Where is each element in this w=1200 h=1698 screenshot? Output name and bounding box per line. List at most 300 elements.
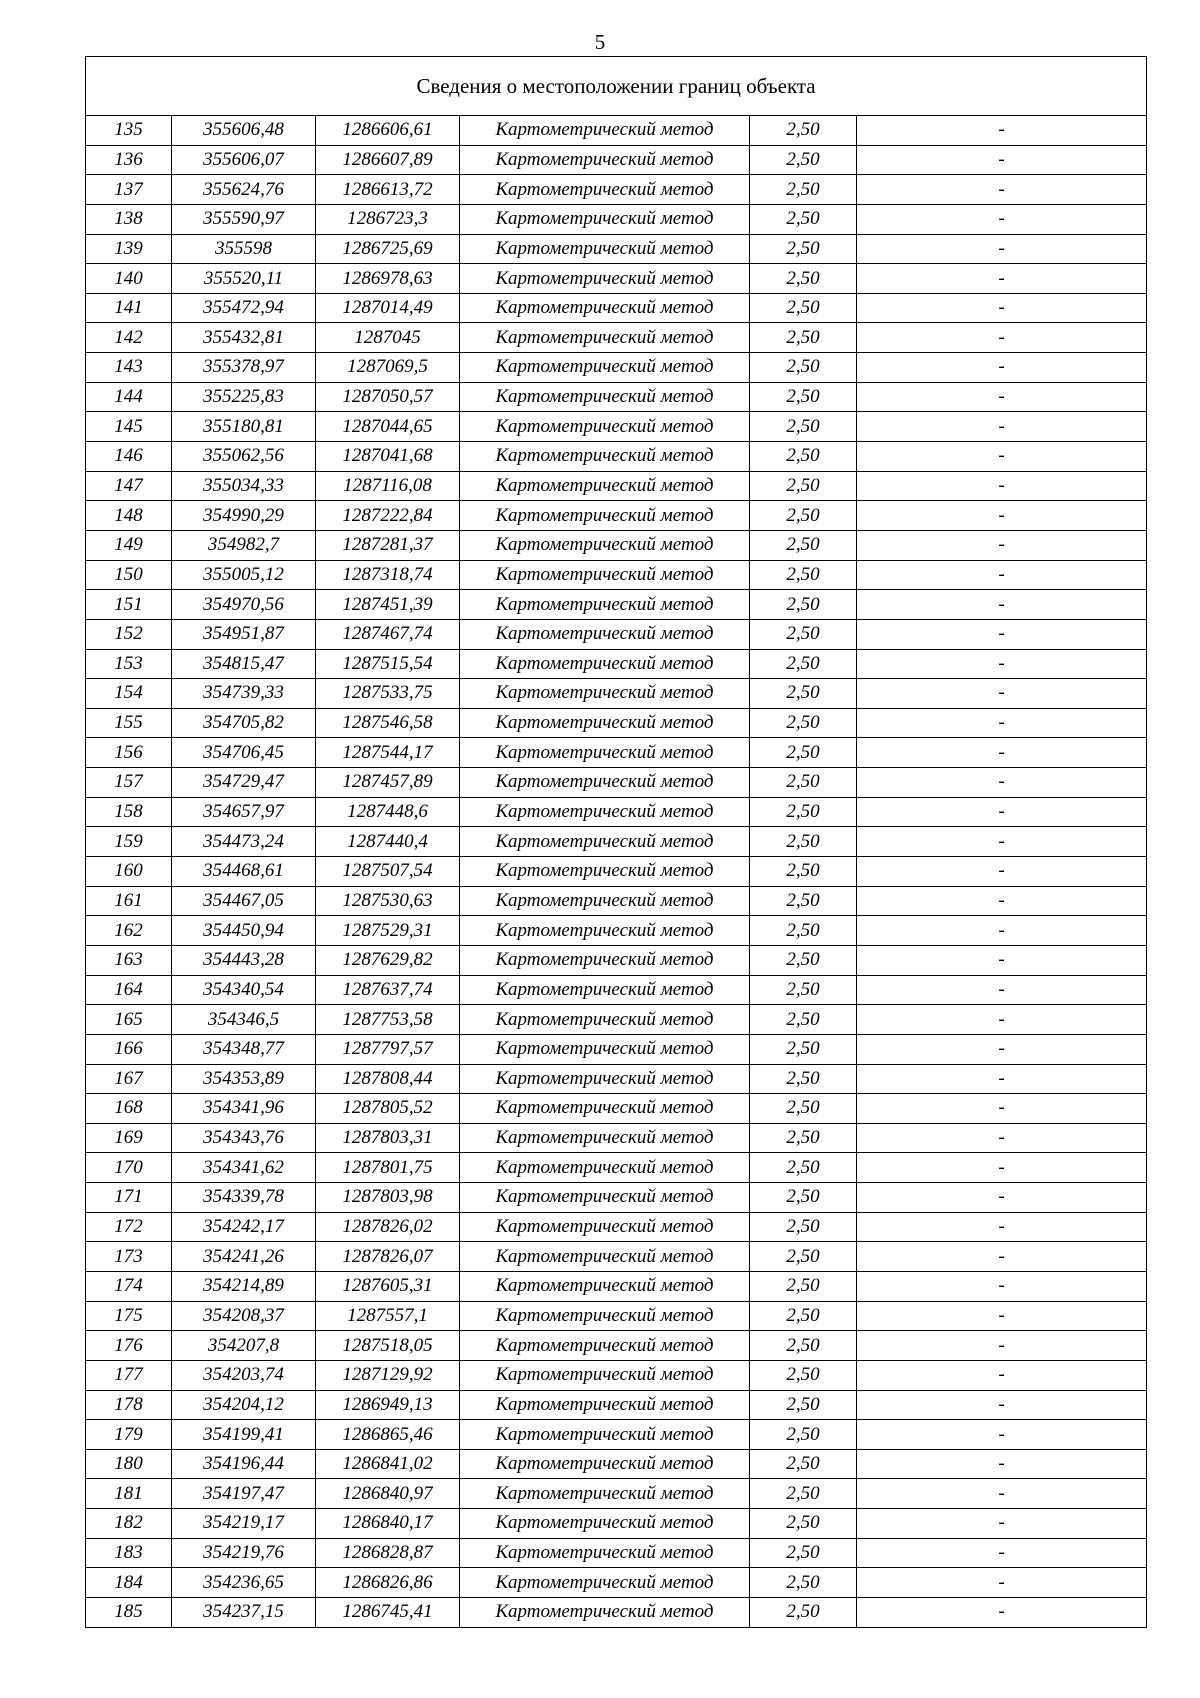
x-coordinate-cell: 354242,17 bbox=[172, 1212, 316, 1242]
y-coordinate-cell: 1287448,6 bbox=[316, 797, 460, 827]
table-row bbox=[86, 708, 1147, 738]
note-cell: - bbox=[857, 590, 1147, 620]
point-number-cell: 168 bbox=[86, 1094, 172, 1124]
accuracy-cell: 2,50 bbox=[750, 1005, 857, 1035]
point-number-cell: 142 bbox=[86, 323, 172, 353]
note-cell: - bbox=[857, 886, 1147, 916]
point-number-cell: 164 bbox=[86, 975, 172, 1005]
x-coordinate-cell: 354729,47 bbox=[172, 768, 316, 798]
table-row bbox=[86, 649, 1147, 679]
method-cell: Картометрический метод bbox=[460, 471, 750, 501]
y-coordinate-cell: 1286840,97 bbox=[316, 1479, 460, 1509]
y-coordinate-cell: 1287069,5 bbox=[316, 353, 460, 383]
y-coordinate-cell: 1287544,17 bbox=[316, 738, 460, 768]
accuracy-cell: 2,50 bbox=[750, 916, 857, 946]
accuracy-cell: 2,50 bbox=[750, 293, 857, 323]
x-coordinate-cell: 355606,07 bbox=[172, 145, 316, 175]
note-cell: - bbox=[857, 1153, 1147, 1183]
table-row bbox=[86, 1153, 1147, 1183]
x-coordinate-cell: 355005,12 bbox=[172, 560, 316, 590]
x-coordinate-cell: 354815,47 bbox=[172, 649, 316, 679]
method-cell: Картометрический метод bbox=[460, 768, 750, 798]
y-coordinate-cell: 1286828,87 bbox=[316, 1538, 460, 1568]
table-row bbox=[86, 1360, 1147, 1390]
table-row bbox=[86, 1568, 1147, 1598]
y-coordinate-cell: 1286606,61 bbox=[316, 116, 460, 146]
table-row bbox=[86, 1271, 1147, 1301]
table-row bbox=[86, 501, 1147, 531]
accuracy-cell: 2,50 bbox=[750, 738, 857, 768]
x-coordinate-cell: 355180,81 bbox=[172, 412, 316, 442]
x-coordinate-cell: 354353,89 bbox=[172, 1064, 316, 1094]
point-number-cell: 139 bbox=[86, 234, 172, 264]
x-coordinate-cell: 355624,76 bbox=[172, 175, 316, 205]
table-row bbox=[86, 204, 1147, 234]
y-coordinate-cell: 1287451,39 bbox=[316, 590, 460, 620]
note-cell: - bbox=[857, 679, 1147, 709]
accuracy-cell: 2,50 bbox=[750, 1153, 857, 1183]
x-coordinate-cell: 354340,54 bbox=[172, 975, 316, 1005]
y-coordinate-cell: 1286725,69 bbox=[316, 234, 460, 264]
x-coordinate-cell: 355606,48 bbox=[172, 116, 316, 146]
accuracy-cell: 2,50 bbox=[750, 204, 857, 234]
x-coordinate-cell: 354739,33 bbox=[172, 679, 316, 709]
accuracy-cell: 2,50 bbox=[750, 797, 857, 827]
point-number-cell: 140 bbox=[86, 264, 172, 294]
table-row bbox=[86, 975, 1147, 1005]
accuracy-cell: 2,50 bbox=[750, 1568, 857, 1598]
y-coordinate-cell: 1287041,68 bbox=[316, 442, 460, 472]
point-number-cell: 145 bbox=[86, 412, 172, 442]
point-number-cell: 135 bbox=[86, 116, 172, 146]
accuracy-cell: 2,50 bbox=[750, 708, 857, 738]
table-row bbox=[86, 293, 1147, 323]
x-coordinate-cell: 354341,62 bbox=[172, 1153, 316, 1183]
note-cell: - bbox=[857, 1005, 1147, 1035]
y-coordinate-cell: 1286607,89 bbox=[316, 145, 460, 175]
x-coordinate-cell: 354706,45 bbox=[172, 738, 316, 768]
note-cell: - bbox=[857, 1449, 1147, 1479]
method-cell: Картометрический метод bbox=[460, 382, 750, 412]
table-row bbox=[86, 857, 1147, 887]
x-coordinate-cell: 354951,87 bbox=[172, 619, 316, 649]
note-cell: - bbox=[857, 1212, 1147, 1242]
note-cell: - bbox=[857, 708, 1147, 738]
y-coordinate-cell: 1286949,13 bbox=[316, 1390, 460, 1420]
y-coordinate-cell: 1287318,74 bbox=[316, 560, 460, 590]
table-row bbox=[86, 234, 1147, 264]
method-cell: Картометрический метод bbox=[460, 175, 750, 205]
method-cell: Картометрический метод bbox=[460, 145, 750, 175]
method-cell: Картометрический метод bbox=[460, 1390, 750, 1420]
table-row bbox=[86, 679, 1147, 709]
method-cell: Картометрический метод bbox=[460, 1034, 750, 1064]
y-coordinate-cell: 1287805,52 bbox=[316, 1094, 460, 1124]
accuracy-cell: 2,50 bbox=[750, 1449, 857, 1479]
point-number-cell: 184 bbox=[86, 1568, 172, 1598]
note-cell: - bbox=[857, 1064, 1147, 1094]
method-cell: Картометрический метод bbox=[460, 264, 750, 294]
point-number-cell: 147 bbox=[86, 471, 172, 501]
note-cell: - bbox=[857, 145, 1147, 175]
point-number-cell: 167 bbox=[86, 1064, 172, 1094]
note-cell: - bbox=[857, 442, 1147, 472]
y-coordinate-cell: 1287637,74 bbox=[316, 975, 460, 1005]
y-coordinate-cell: 1286723,3 bbox=[316, 204, 460, 234]
accuracy-cell: 2,50 bbox=[750, 323, 857, 353]
accuracy-cell: 2,50 bbox=[750, 353, 857, 383]
accuracy-cell: 2,50 bbox=[750, 857, 857, 887]
method-cell: Картометрический метод bbox=[460, 1212, 750, 1242]
point-number-cell: 181 bbox=[86, 1479, 172, 1509]
table-row bbox=[86, 412, 1147, 442]
note-cell: - bbox=[857, 945, 1147, 975]
x-coordinate-cell: 354197,47 bbox=[172, 1479, 316, 1509]
point-number-cell: 153 bbox=[86, 649, 172, 679]
x-coordinate-cell: 355062,56 bbox=[172, 442, 316, 472]
point-number-cell: 169 bbox=[86, 1123, 172, 1153]
x-coordinate-cell: 354970,56 bbox=[172, 590, 316, 620]
table-row bbox=[86, 1123, 1147, 1153]
table-row bbox=[86, 1420, 1147, 1450]
x-coordinate-cell: 354241,26 bbox=[172, 1242, 316, 1272]
note-cell: - bbox=[857, 353, 1147, 383]
accuracy-cell: 2,50 bbox=[750, 442, 857, 472]
accuracy-cell: 2,50 bbox=[750, 1301, 857, 1331]
table-row bbox=[86, 886, 1147, 916]
table-row bbox=[86, 945, 1147, 975]
point-number-cell: 172 bbox=[86, 1212, 172, 1242]
point-number-cell: 179 bbox=[86, 1420, 172, 1450]
table-row bbox=[86, 1509, 1147, 1539]
point-number-cell: 159 bbox=[86, 827, 172, 857]
method-cell: Картометрический метод bbox=[460, 797, 750, 827]
table-row bbox=[86, 175, 1147, 205]
accuracy-cell: 2,50 bbox=[750, 679, 857, 709]
accuracy-cell: 2,50 bbox=[750, 1538, 857, 1568]
note-cell: - bbox=[857, 1479, 1147, 1509]
table-row bbox=[86, 1301, 1147, 1331]
accuracy-cell: 2,50 bbox=[750, 1123, 857, 1153]
x-coordinate-cell: 354219,76 bbox=[172, 1538, 316, 1568]
point-number-cell: 156 bbox=[86, 738, 172, 768]
x-coordinate-cell: 355590,97 bbox=[172, 204, 316, 234]
x-coordinate-cell: 355378,97 bbox=[172, 353, 316, 383]
accuracy-cell: 2,50 bbox=[750, 590, 857, 620]
table-row bbox=[86, 382, 1147, 412]
accuracy-cell: 2,50 bbox=[750, 619, 857, 649]
x-coordinate-cell: 354219,17 bbox=[172, 1509, 316, 1539]
table-row bbox=[86, 1005, 1147, 1035]
table-row bbox=[86, 768, 1147, 798]
x-coordinate-cell: 354204,12 bbox=[172, 1390, 316, 1420]
method-cell: Картометрический метод bbox=[460, 975, 750, 1005]
point-number-cell: 155 bbox=[86, 708, 172, 738]
note-cell: - bbox=[857, 1538, 1147, 1568]
table-row bbox=[86, 264, 1147, 294]
note-cell: - bbox=[857, 797, 1147, 827]
method-cell: Картометрический метод bbox=[460, 204, 750, 234]
table-row bbox=[86, 1331, 1147, 1361]
accuracy-cell: 2,50 bbox=[750, 1331, 857, 1361]
point-number-cell: 151 bbox=[86, 590, 172, 620]
point-number-cell: 138 bbox=[86, 204, 172, 234]
note-cell: - bbox=[857, 264, 1147, 294]
accuracy-cell: 2,50 bbox=[750, 560, 857, 590]
y-coordinate-cell: 1287629,82 bbox=[316, 945, 460, 975]
y-coordinate-cell: 1287045 bbox=[316, 323, 460, 353]
method-cell: Картометрический метод bbox=[460, 619, 750, 649]
table-row bbox=[86, 1390, 1147, 1420]
accuracy-cell: 2,50 bbox=[750, 175, 857, 205]
method-cell: Картометрический метод bbox=[460, 945, 750, 975]
point-number-cell: 160 bbox=[86, 857, 172, 887]
y-coordinate-cell: 1287803,31 bbox=[316, 1123, 460, 1153]
point-number-cell: 182 bbox=[86, 1509, 172, 1539]
note-cell: - bbox=[857, 116, 1147, 146]
y-coordinate-cell: 1286978,63 bbox=[316, 264, 460, 294]
point-number-cell: 136 bbox=[86, 145, 172, 175]
x-coordinate-cell: 354196,44 bbox=[172, 1449, 316, 1479]
accuracy-cell: 2,50 bbox=[750, 1479, 857, 1509]
note-cell: - bbox=[857, 1034, 1147, 1064]
y-coordinate-cell: 1287457,89 bbox=[316, 768, 460, 798]
accuracy-cell: 2,50 bbox=[750, 530, 857, 560]
x-coordinate-cell: 354443,28 bbox=[172, 945, 316, 975]
note-cell: - bbox=[857, 204, 1147, 234]
table-title-row bbox=[86, 57, 1147, 116]
accuracy-cell: 2,50 bbox=[750, 1390, 857, 1420]
x-coordinate-cell: 354346,5 bbox=[172, 1005, 316, 1035]
y-coordinate-cell: 1287530,63 bbox=[316, 886, 460, 916]
point-number-cell: 163 bbox=[86, 945, 172, 975]
method-cell: Картометрический метод bbox=[460, 1360, 750, 1390]
table-row bbox=[86, 560, 1147, 590]
table-row bbox=[86, 797, 1147, 827]
point-number-cell: 178 bbox=[86, 1390, 172, 1420]
point-number-cell: 152 bbox=[86, 619, 172, 649]
point-number-cell: 165 bbox=[86, 1005, 172, 1035]
point-number-cell: 166 bbox=[86, 1034, 172, 1064]
x-coordinate-cell: 354450,94 bbox=[172, 916, 316, 946]
x-coordinate-cell: 355225,83 bbox=[172, 382, 316, 412]
point-number-cell: 141 bbox=[86, 293, 172, 323]
point-number-cell: 137 bbox=[86, 175, 172, 205]
accuracy-cell: 2,50 bbox=[750, 649, 857, 679]
method-cell: Картометрический метод bbox=[460, 590, 750, 620]
method-cell: Картометрический метод bbox=[460, 1271, 750, 1301]
method-cell: Картометрический метод bbox=[460, 1064, 750, 1094]
method-cell: Картометрический метод bbox=[460, 708, 750, 738]
method-cell: Картометрический метод bbox=[460, 1598, 750, 1628]
accuracy-cell: 2,50 bbox=[750, 382, 857, 412]
x-coordinate-cell: 354214,89 bbox=[172, 1271, 316, 1301]
note-cell: - bbox=[857, 293, 1147, 323]
point-number-cell: 180 bbox=[86, 1449, 172, 1479]
method-cell: Картометрический метод bbox=[460, 1538, 750, 1568]
accuracy-cell: 2,50 bbox=[750, 1360, 857, 1390]
accuracy-cell: 2,50 bbox=[750, 827, 857, 857]
accuracy-cell: 2,50 bbox=[750, 116, 857, 146]
note-cell: - bbox=[857, 412, 1147, 442]
x-coordinate-cell: 354473,24 bbox=[172, 827, 316, 857]
point-number-cell: 146 bbox=[86, 442, 172, 472]
table-title: Сведения о местоположении границ объекта bbox=[86, 57, 1147, 116]
y-coordinate-cell: 1287753,58 bbox=[316, 1005, 460, 1035]
y-coordinate-cell: 1287533,75 bbox=[316, 679, 460, 709]
point-number-cell: 143 bbox=[86, 353, 172, 383]
x-coordinate-cell: 354341,96 bbox=[172, 1094, 316, 1124]
note-cell: - bbox=[857, 1242, 1147, 1272]
accuracy-cell: 2,50 bbox=[750, 1183, 857, 1213]
method-cell: Картометрический метод bbox=[460, 1094, 750, 1124]
note-cell: - bbox=[857, 471, 1147, 501]
y-coordinate-cell: 1287116,08 bbox=[316, 471, 460, 501]
x-coordinate-cell: 355598 bbox=[172, 234, 316, 264]
y-coordinate-cell: 1286826,86 bbox=[316, 1568, 460, 1598]
method-cell: Картометрический метод bbox=[460, 738, 750, 768]
table-row bbox=[86, 442, 1147, 472]
accuracy-cell: 2,50 bbox=[750, 1509, 857, 1539]
x-coordinate-cell: 355520,11 bbox=[172, 264, 316, 294]
accuracy-cell: 2,50 bbox=[750, 975, 857, 1005]
method-cell: Картометрический метод bbox=[460, 886, 750, 916]
accuracy-cell: 2,50 bbox=[750, 1598, 857, 1628]
point-number-cell: 175 bbox=[86, 1301, 172, 1331]
y-coordinate-cell: 1286745,41 bbox=[316, 1598, 460, 1628]
note-cell: - bbox=[857, 1123, 1147, 1153]
table-row bbox=[86, 738, 1147, 768]
note-cell: - bbox=[857, 1598, 1147, 1628]
table-body bbox=[86, 116, 1147, 1628]
y-coordinate-cell: 1287515,54 bbox=[316, 649, 460, 679]
accuracy-cell: 2,50 bbox=[750, 145, 857, 175]
point-number-cell: 174 bbox=[86, 1271, 172, 1301]
method-cell: Картометрический метод bbox=[460, 234, 750, 264]
x-coordinate-cell: 354468,61 bbox=[172, 857, 316, 887]
method-cell: Картометрический метод bbox=[460, 293, 750, 323]
table-row bbox=[86, 1183, 1147, 1213]
note-cell: - bbox=[857, 1094, 1147, 1124]
x-coordinate-cell: 355472,94 bbox=[172, 293, 316, 323]
method-cell: Картометрический метод bbox=[460, 916, 750, 946]
page-number: 5 bbox=[594, 30, 606, 54]
object-boundaries-table bbox=[85, 56, 1147, 1628]
table-row bbox=[86, 1598, 1147, 1628]
point-number-cell: 173 bbox=[86, 1242, 172, 1272]
accuracy-cell: 2,50 bbox=[750, 1242, 857, 1272]
accuracy-cell: 2,50 bbox=[750, 768, 857, 798]
method-cell: Картометрический метод bbox=[460, 649, 750, 679]
y-coordinate-cell: 1286613,72 bbox=[316, 175, 460, 205]
method-cell: Картометрический метод bbox=[460, 353, 750, 383]
y-coordinate-cell: 1287529,31 bbox=[316, 916, 460, 946]
x-coordinate-cell: 354199,41 bbox=[172, 1420, 316, 1450]
note-cell: - bbox=[857, 975, 1147, 1005]
y-coordinate-cell: 1287801,75 bbox=[316, 1153, 460, 1183]
point-number-cell: 148 bbox=[86, 501, 172, 531]
table-row bbox=[86, 1212, 1147, 1242]
x-coordinate-cell: 354236,65 bbox=[172, 1568, 316, 1598]
table-row bbox=[86, 1538, 1147, 1568]
x-coordinate-cell: 354657,97 bbox=[172, 797, 316, 827]
table-row bbox=[86, 530, 1147, 560]
point-number-cell: 154 bbox=[86, 679, 172, 709]
note-cell: - bbox=[857, 1509, 1147, 1539]
y-coordinate-cell: 1287826,02 bbox=[316, 1212, 460, 1242]
method-cell: Картометрический метод bbox=[460, 1301, 750, 1331]
point-number-cell: 157 bbox=[86, 768, 172, 798]
accuracy-cell: 2,50 bbox=[750, 412, 857, 442]
point-number-cell: 176 bbox=[86, 1331, 172, 1361]
accuracy-cell: 2,50 bbox=[750, 1034, 857, 1064]
accuracy-cell: 2,50 bbox=[750, 1064, 857, 1094]
accuracy-cell: 2,50 bbox=[750, 471, 857, 501]
method-cell: Картометрический метод bbox=[460, 857, 750, 887]
y-coordinate-cell: 1287507,54 bbox=[316, 857, 460, 887]
note-cell: - bbox=[857, 619, 1147, 649]
note-cell: - bbox=[857, 1568, 1147, 1598]
note-cell: - bbox=[857, 382, 1147, 412]
x-coordinate-cell: 355034,33 bbox=[172, 471, 316, 501]
y-coordinate-cell: 1287826,07 bbox=[316, 1242, 460, 1272]
x-coordinate-cell: 354339,78 bbox=[172, 1183, 316, 1213]
note-cell: - bbox=[857, 323, 1147, 353]
method-cell: Картометрический метод bbox=[460, 116, 750, 146]
point-number-cell: 158 bbox=[86, 797, 172, 827]
accuracy-cell: 2,50 bbox=[750, 1094, 857, 1124]
accuracy-cell: 2,50 bbox=[750, 264, 857, 294]
table-row bbox=[86, 1242, 1147, 1272]
method-cell: Картометрический метод bbox=[460, 1123, 750, 1153]
method-cell: Картометрический метод bbox=[460, 560, 750, 590]
point-number-cell: 161 bbox=[86, 886, 172, 916]
x-coordinate-cell: 354203,74 bbox=[172, 1360, 316, 1390]
x-coordinate-cell: 354343,76 bbox=[172, 1123, 316, 1153]
note-cell: - bbox=[857, 738, 1147, 768]
point-number-cell: 150 bbox=[86, 560, 172, 590]
y-coordinate-cell: 1287518,05 bbox=[316, 1331, 460, 1361]
y-coordinate-cell: 1287281,37 bbox=[316, 530, 460, 560]
note-cell: - bbox=[857, 1390, 1147, 1420]
y-coordinate-cell: 1286865,46 bbox=[316, 1420, 460, 1450]
table-row bbox=[86, 619, 1147, 649]
note-cell: - bbox=[857, 1271, 1147, 1301]
y-coordinate-cell: 1287050,57 bbox=[316, 382, 460, 412]
point-number-cell: 144 bbox=[86, 382, 172, 412]
y-coordinate-cell: 1286840,17 bbox=[316, 1509, 460, 1539]
y-coordinate-cell: 1287803,98 bbox=[316, 1183, 460, 1213]
accuracy-cell: 2,50 bbox=[750, 501, 857, 531]
method-cell: Картометрический метод bbox=[460, 679, 750, 709]
x-coordinate-cell: 354990,29 bbox=[172, 501, 316, 531]
note-cell: - bbox=[857, 1420, 1147, 1450]
method-cell: Картометрический метод bbox=[460, 827, 750, 857]
point-number-cell: 171 bbox=[86, 1183, 172, 1213]
x-coordinate-cell: 354982,7 bbox=[172, 530, 316, 560]
method-cell: Картометрический метод bbox=[460, 1568, 750, 1598]
table-row bbox=[86, 916, 1147, 946]
point-number-cell: 177 bbox=[86, 1360, 172, 1390]
accuracy-cell: 2,50 bbox=[750, 886, 857, 916]
note-cell: - bbox=[857, 1301, 1147, 1331]
table-row bbox=[86, 1094, 1147, 1124]
accuracy-cell: 2,50 bbox=[750, 945, 857, 975]
method-cell: Картометрический метод bbox=[460, 1005, 750, 1035]
table-row bbox=[86, 471, 1147, 501]
method-cell: Картометрический метод bbox=[460, 323, 750, 353]
table-row bbox=[86, 116, 1147, 146]
